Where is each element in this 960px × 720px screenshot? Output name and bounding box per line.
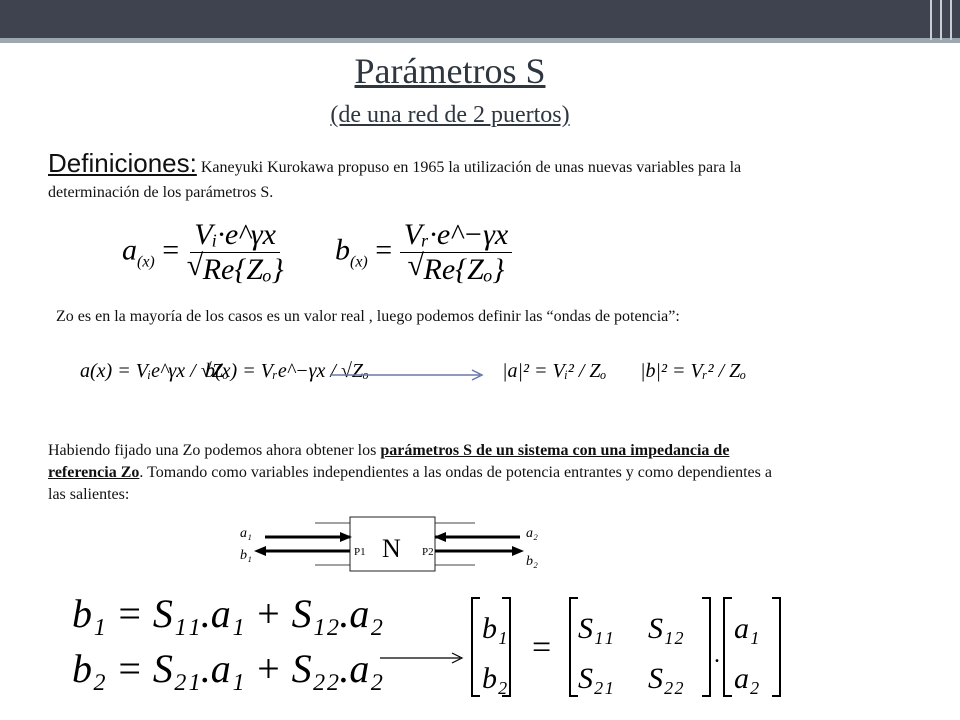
definitions-text-2: determinación de los parámetros S. (48, 184, 274, 201)
dot-operator: . (714, 642, 720, 668)
equation-a-numerator: Vᵢ·e^γx (190, 218, 280, 253)
matrix-s21: S₂₁ (578, 662, 614, 695)
label-port1: P1 (354, 546, 366, 558)
equation-b-denominator: √ Re{Zₒ} (408, 253, 505, 287)
equation-b-numerator: Vᵣ·e^−γx (400, 218, 513, 253)
power-wave-b: b(x) = Vᵣe^−γx / √Zₒ (205, 360, 369, 382)
power-wave-a: a(x) = Vᵢe^γx / √Zₒ (80, 360, 229, 382)
header-stripe (940, 0, 942, 40)
equation-a-x: $a_{(x)}$ = Vᵢ·e^γx √ Re{Zₒ} (122, 218, 284, 287)
vector-a2: a₂ (734, 662, 760, 695)
header-stripe (930, 0, 932, 40)
label-b2: b₂ (526, 554, 538, 569)
header-bar (0, 0, 960, 40)
header-stripe (950, 0, 952, 40)
definitions-text-1: Kaneyuki Kurokawa propuso en 1965 la utilización de unas nuevas variables para la (200, 159, 742, 176)
paragraph: Habiendo fijado una Zo podemos ahora obtener los parámetros S de un sistema con una impedancia de referencia Zo. Tomando como variables independientes a las ondas de potencia entrantes y como dependientes a las salientes: (48, 442, 772, 503)
implies-arrow (380, 648, 470, 668)
matrix-equation (470, 596, 790, 700)
label-a2: a₂ (526, 526, 538, 541)
two-port-diagram (230, 515, 560, 575)
equation-b-x: $b_{(x)}$ = Vᵣ·e^−γx √ Re{Zₒ} (335, 218, 512, 287)
label-b1: b₁ (240, 548, 252, 563)
s-equation-1: b₁ = S₁₁.a₁ + S₁₂.a₂ (72, 591, 384, 636)
header-line (0, 38, 960, 43)
paragraph-emphasis: parámetros S de un sistema con una impedancia de (380, 442, 730, 459)
matrix-s22: S₂₂ (648, 662, 684, 695)
page-subtitle: (de una red de 2 puertos) (330, 102, 570, 128)
label-port2: P2 (422, 546, 434, 558)
paragraph-emphasis: referencia Zo (48, 464, 140, 481)
vector-b1: b₁ (482, 612, 508, 645)
definitions-block (48, 150, 928, 181)
matrix-s11: S₁₁ (578, 612, 614, 645)
equation-a-denominator: √ Re{Zₒ} (187, 253, 284, 287)
s-equation-2: b₂ = S₂₁.a₁ + S₂₂.a₂ (72, 646, 384, 691)
power-a-squared: |a|² = Vᵢ² / Zₒ (502, 360, 607, 382)
vector-a1: a₁ (734, 612, 760, 645)
equals-sign: = (532, 629, 552, 666)
label-a1: a₁ (240, 526, 252, 541)
matrix-s12: S₁₂ (648, 612, 684, 645)
zo-text: Zo es en la mayoría de los casos es un valor real , luego podemos definir las “ondas de potencia”: (56, 308, 680, 325)
network-box-label: N (382, 534, 401, 563)
power-b-squared: |b|² = Vᵣ² / Zₒ (640, 360, 747, 382)
definitions-heading: Definiciones: (48, 148, 197, 178)
page-title: Parámetros S (354, 51, 546, 91)
vector-b2: b₂ (482, 662, 508, 695)
implies-arrow (330, 365, 490, 385)
